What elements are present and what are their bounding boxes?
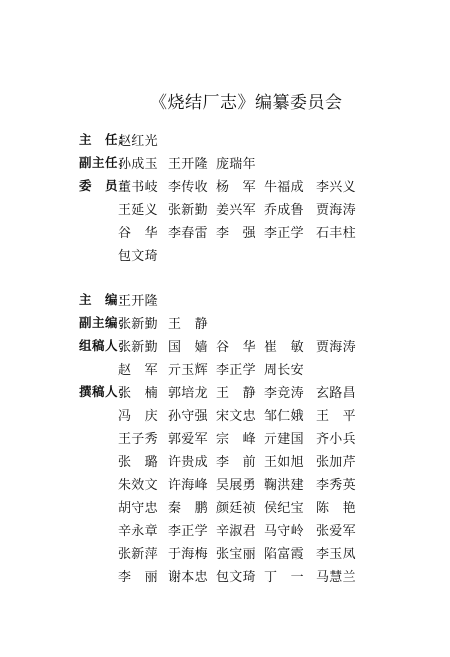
member-name: 张新萍 bbox=[118, 547, 158, 562]
member-name: 张 楠 bbox=[118, 386, 158, 401]
member-name: 张新勤 bbox=[118, 340, 158, 355]
member-name: 李 丽 bbox=[118, 570, 158, 585]
member-name: 冯 庆 bbox=[118, 409, 158, 424]
member-name: 谷 华 bbox=[216, 340, 256, 355]
member-name: 亓建国 bbox=[264, 432, 304, 447]
member-name: 国 嫱 bbox=[168, 340, 208, 355]
member-name: 王延义 bbox=[118, 203, 158, 218]
member-name: 丁 一 bbox=[264, 570, 304, 585]
member-name: 张加芹 bbox=[316, 455, 356, 470]
role-label: 组稿人： bbox=[79, 338, 132, 353]
page-title: 《烧结厂志》编纂委员会 bbox=[150, 93, 343, 113]
member-name: 董书岐 bbox=[118, 180, 158, 195]
member-name: 张宝丽 bbox=[216, 547, 256, 562]
member-name: 李正学 bbox=[264, 226, 304, 241]
member-name: 许海峰 bbox=[168, 478, 208, 493]
member-name: 颜廷祯 bbox=[216, 501, 256, 516]
member-name: 王 静 bbox=[168, 317, 208, 332]
member-name: 李正学 bbox=[216, 363, 256, 378]
member-name: 谷 华 bbox=[118, 226, 158, 241]
member-name: 玄路昌 bbox=[316, 386, 356, 401]
member-name: 秦 鹏 bbox=[168, 501, 208, 516]
member-name: 李春雷 bbox=[168, 226, 208, 241]
member-name: 王开隆 bbox=[168, 157, 208, 172]
member-name: 李正学 bbox=[168, 524, 208, 539]
member-name: 陷富霞 bbox=[264, 547, 304, 562]
role-label: 主 编： bbox=[79, 292, 132, 307]
member-name: 王如旭 bbox=[264, 455, 304, 470]
member-name: 包文琦 bbox=[118, 249, 158, 264]
role-label: 副主任： bbox=[79, 155, 132, 170]
member-name: 辛永章 bbox=[118, 524, 158, 539]
member-name: 张新勤 bbox=[168, 203, 208, 218]
member-name: 孙守强 bbox=[168, 409, 208, 424]
member-name: 宗 峰 bbox=[216, 432, 256, 447]
member-name: 姜兴军 bbox=[216, 203, 256, 218]
member-name: 吴展勇 bbox=[216, 478, 256, 493]
role-label: 主 任： bbox=[79, 132, 132, 147]
member-name: 李玉凤 bbox=[316, 547, 356, 562]
member-name: 李竞涛 bbox=[264, 386, 304, 401]
member-name: 马慧兰 bbox=[316, 570, 356, 585]
member-name: 李 强 bbox=[216, 226, 256, 241]
member-name: 王开隆 bbox=[118, 294, 158, 309]
member-name: 亓玉辉 bbox=[168, 363, 208, 378]
member-name: 乔成鲁 bbox=[264, 203, 304, 218]
member-name: 赵 军 bbox=[118, 363, 158, 378]
member-name: 石丰柱 bbox=[316, 226, 356, 241]
member-name: 贾海涛 bbox=[316, 340, 356, 355]
member-name: 王 静 bbox=[216, 386, 256, 401]
member-name: 郭培龙 bbox=[168, 386, 208, 401]
member-name: 王 平 bbox=[316, 409, 356, 424]
member-name: 李 前 bbox=[216, 455, 256, 470]
member-name: 李秀英 bbox=[316, 478, 356, 493]
member-name: 牛福成 bbox=[264, 180, 304, 195]
member-name: 包文琦 bbox=[216, 570, 256, 585]
role-label: 副主编： bbox=[79, 315, 132, 330]
member-name: 张新勤 bbox=[118, 317, 158, 332]
member-name: 王子秀 bbox=[118, 432, 158, 447]
member-name: 张爱军 bbox=[316, 524, 356, 539]
member-name: 辛淑君 bbox=[216, 524, 256, 539]
member-name: 赵红光 bbox=[118, 134, 158, 149]
member-name: 杨 军 bbox=[216, 180, 256, 195]
member-name: 贾海涛 bbox=[316, 203, 356, 218]
member-name: 周长安 bbox=[264, 363, 304, 378]
member-name: 邹仁娥 bbox=[264, 409, 304, 424]
member-name: 朱效文 bbox=[118, 478, 158, 493]
member-name: 马守岭 bbox=[264, 524, 304, 539]
member-name: 陈 艳 bbox=[316, 501, 356, 516]
member-name: 宋文忠 bbox=[216, 409, 256, 424]
member-name: 李传收 bbox=[168, 180, 208, 195]
member-name: 郭爱军 bbox=[168, 432, 208, 447]
member-name: 崔 敏 bbox=[264, 340, 304, 355]
member-name: 齐小兵 bbox=[316, 432, 356, 447]
member-name: 李兴义 bbox=[316, 180, 356, 195]
member-name: 侯纪宝 bbox=[264, 501, 304, 516]
member-name: 鞠洪建 bbox=[264, 478, 304, 493]
member-name: 张 璐 bbox=[118, 455, 158, 470]
member-name: 许贵成 bbox=[168, 455, 208, 470]
member-name: 庞瑞年 bbox=[216, 157, 256, 172]
member-name: 胡守忠 bbox=[118, 501, 158, 516]
member-name: 谢本忠 bbox=[168, 570, 208, 585]
member-name: 于海梅 bbox=[168, 547, 208, 562]
role-label: 委 员： bbox=[79, 178, 132, 193]
member-name: 孙成玉 bbox=[118, 157, 158, 172]
role-label: 撰稿人： bbox=[79, 384, 132, 399]
